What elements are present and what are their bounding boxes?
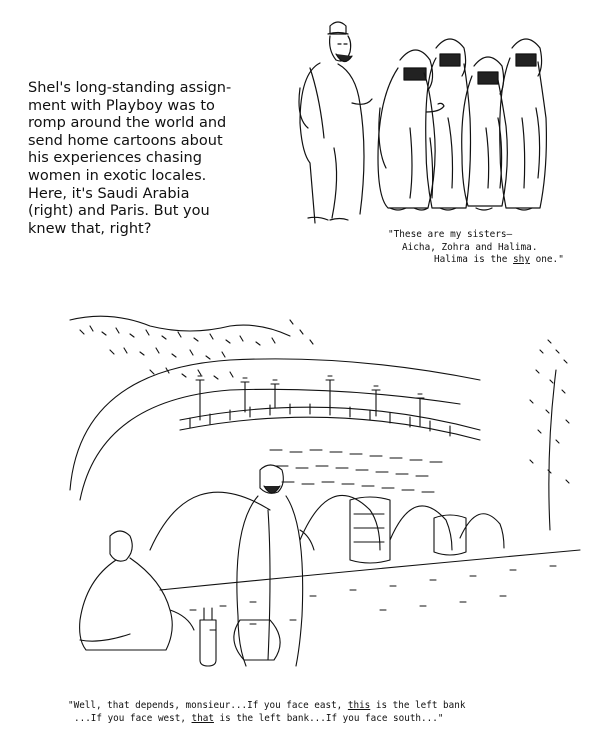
- caption-line-1: "These are my sisters—: [388, 229, 513, 240]
- cartoon-paris-illustration: [50, 290, 590, 690]
- seated-man: [80, 531, 216, 666]
- tree-right: [530, 340, 569, 530]
- cartoon-paris-caption: [68, 700, 598, 726]
- intro-text: Shel's long-standing assign- ment with Playboy was to romp around the world and send home cartoons about his experiences chasing women in exotic locales. Here, it's Saudi Arabia (right) and Paris. But you knew that, right?: [28, 80, 232, 237]
- foliage-top-left: [70, 316, 313, 379]
- cartoon-saudi-illustration: [290, 8, 560, 230]
- cartoon-saudi-arabia: [290, 8, 560, 230]
- cartoon-saudi-caption: [388, 229, 598, 267]
- cartoon-paris: [50, 290, 590, 690]
- standing-man: [234, 465, 314, 666]
- caption-line-3: Halima is the shy one.": [434, 254, 564, 266]
- caption-line-2: Aicha, Zohra and Halima.: [402, 241, 538, 253]
- caption-line-1: "Well, that depends, monsieur...If you face east, this is the left bank: [68, 700, 466, 711]
- caption-line-2: ...If you face west, that is the left bank...If you face south...": [74, 712, 444, 724]
